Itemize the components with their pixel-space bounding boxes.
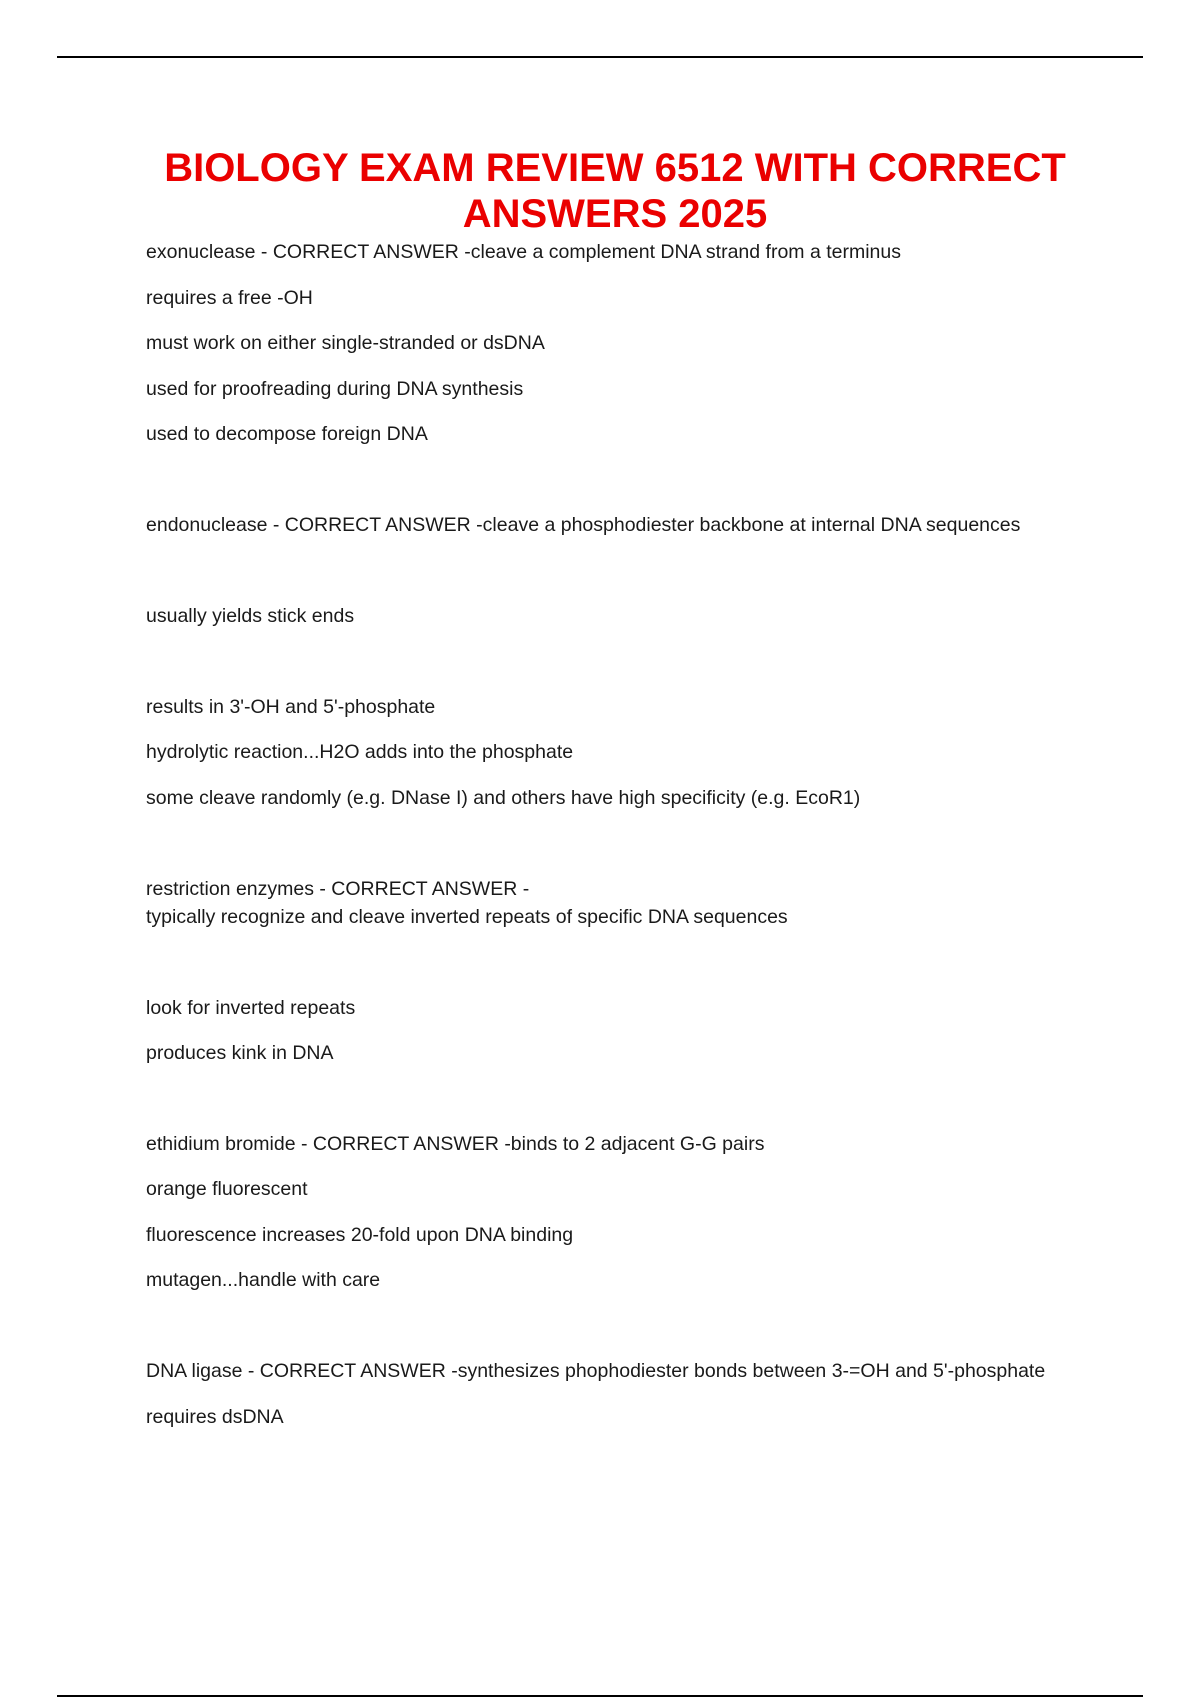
text-line: typically recognize and cleave inverted repeats of specific DNA sequences	[146, 906, 788, 928]
text-line: must work on either single-stranded or dsDNA	[146, 332, 545, 354]
title-line-2: ANSWERS 2025	[462, 192, 768, 236]
text-line: results in 3'-OH and 5'-phosphate	[146, 696, 436, 718]
text-line: used for proofreading during DNA synthesis	[146, 378, 524, 400]
bottom-rule	[57, 1695, 1143, 1697]
text-line: usually yields stick ends	[146, 605, 355, 627]
title-line-1: BIOLOGY EXAM REVIEW 6512 WITH CORRECT	[164, 146, 1066, 190]
text-line: orange fluorescent	[146, 1178, 308, 1200]
text-line: mutagen...handle with care	[146, 1269, 381, 1291]
text-line: restriction enzymes - CORRECT ANSWER -	[146, 878, 530, 900]
text-line: ethidium bromide - CORRECT ANSWER -binds to 2 adjacent G-G pairs	[146, 1133, 765, 1155]
text-line: produces kink in DNA	[146, 1042, 334, 1064]
text-line: used to decompose foreign DNA	[146, 423, 428, 445]
text-line: look for inverted repeats	[146, 997, 356, 1019]
text-line: some cleave randomly (e.g. DNase I) and others have high specificity (e.g. EcoR1)	[146, 787, 861, 809]
text-line: fluorescence increases 20-fold upon DNA binding	[146, 1224, 574, 1246]
text-line: endonuclease - CORRECT ANSWER -cleave a phosphodiester backbone at internal DNA sequences	[146, 514, 1021, 536]
top-rule	[57, 56, 1143, 58]
document-title	[100, 145, 1130, 237]
text-line: DNA ligase - CORRECT ANSWER -synthesizes phophodiester bonds between 3-=OH and 5'-phosphate	[146, 1360, 1046, 1382]
text-line: requires dsDNA	[146, 1406, 284, 1428]
text-line: hydrolytic reaction...H2O adds into the phosphate	[146, 741, 574, 763]
text-line: requires a free -OH	[146, 287, 313, 309]
text-line: exonuclease - CORRECT ANSWER -cleave a complement DNA strand from a terminus	[146, 241, 901, 263]
